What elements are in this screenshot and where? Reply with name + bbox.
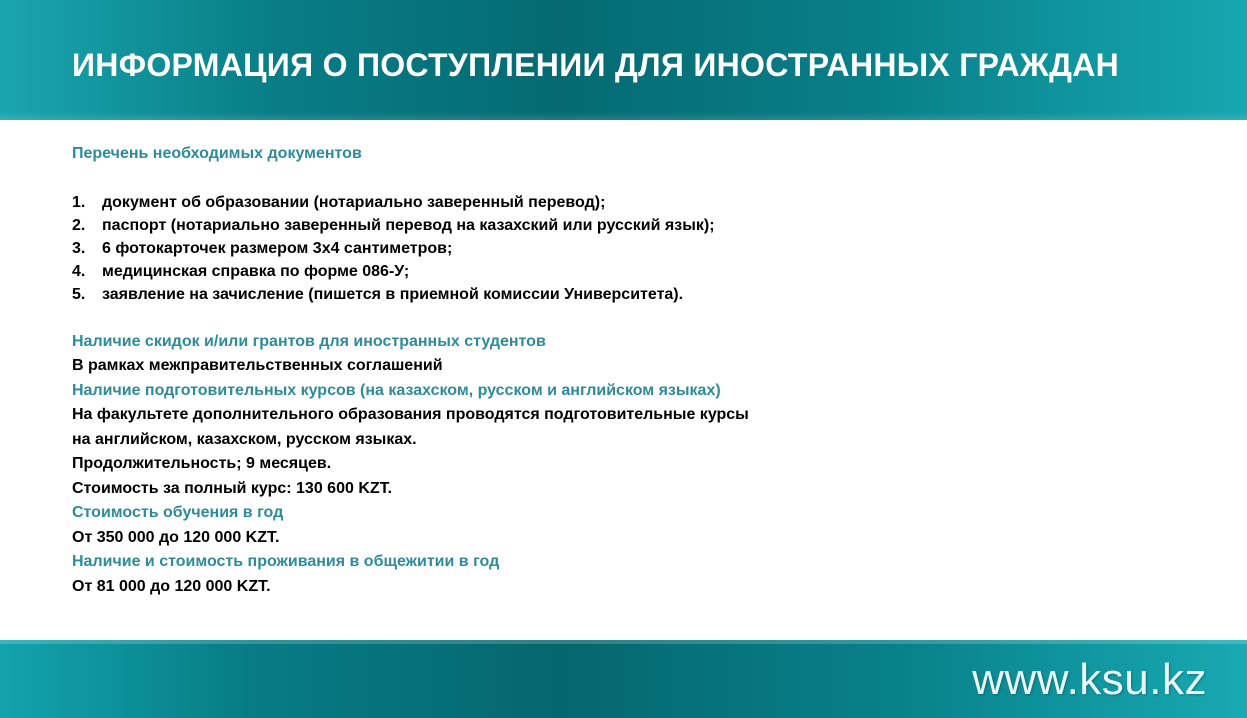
list-item-number: 5.: [72, 285, 86, 303]
documents-list: [72, 191, 1172, 306]
website-url: www.ksu.kz: [972, 655, 1207, 704]
prep-courses-heading: Наличие подготовительных курсов (на казахском, русском и английском языках): [72, 381, 721, 399]
list-item-text: 6 фотокарточек размером 3х4 сантиметров;: [102, 239, 453, 257]
page-title: ИНФОРМАЦИЯ О ПОСТУПЛЕНИИ ДЛЯ ИНОСТРАННЫХ ГРАЖДАН: [72, 47, 1120, 83]
list-item: [72, 191, 1172, 214]
prep-courses-line-2: на английском, казахском, русском языках.: [72, 430, 417, 448]
tuition-text: От 350 000 до 120 000 KZT.: [72, 528, 280, 546]
list-item: [72, 214, 1172, 237]
dormitory-text: От 81 000 до 120 000 KZT.: [72, 577, 271, 595]
discounts-text: В рамках межправительственных соглашений: [72, 357, 443, 374]
documents-heading: Перечень необходимых документов: [72, 145, 362, 162]
list-item-number: 1.: [72, 193, 86, 211]
list-item-text: заявление на зачисление (пишется в приемной комиссии Университета).: [102, 285, 684, 303]
list-item: [72, 237, 1172, 260]
main-content: [72, 142, 1172, 599]
footer-banner: [0, 640, 1247, 718]
list-item: [72, 283, 1172, 306]
list-item-text: паспорт (нотариально заверенный перевод на казахский или русский язык);: [102, 216, 715, 234]
list-item-text: документ об образовании (нотариально заверенный перевод);: [102, 193, 606, 211]
discounts-heading: Наличие скидок и/или грантов для иностранных студентов: [72, 332, 546, 350]
tuition-heading: Стоимость обучения в год: [72, 504, 284, 521]
prep-courses-cost: Стоимость за полный курс: 130 600 KZT.: [72, 479, 393, 497]
spacer: [72, 306, 1172, 330]
list-item: [72, 260, 1172, 283]
list-item-number: 4.: [72, 262, 86, 280]
list-item-text: медицинская справка по форме 086-У;: [102, 262, 410, 280]
title-banner: [0, 0, 1247, 120]
list-item-number: 2.: [72, 216, 86, 234]
prep-courses-duration: Продолжительность; 9 месяцев.: [72, 455, 332, 472]
prep-courses-line-1: На факультете дополнительного образования проводятся подготовительные курсы: [72, 406, 749, 423]
dormitory-heading: Наличие и стоимость проживания в общежитии в год: [72, 553, 500, 570]
list-item-number: 3.: [72, 239, 86, 257]
